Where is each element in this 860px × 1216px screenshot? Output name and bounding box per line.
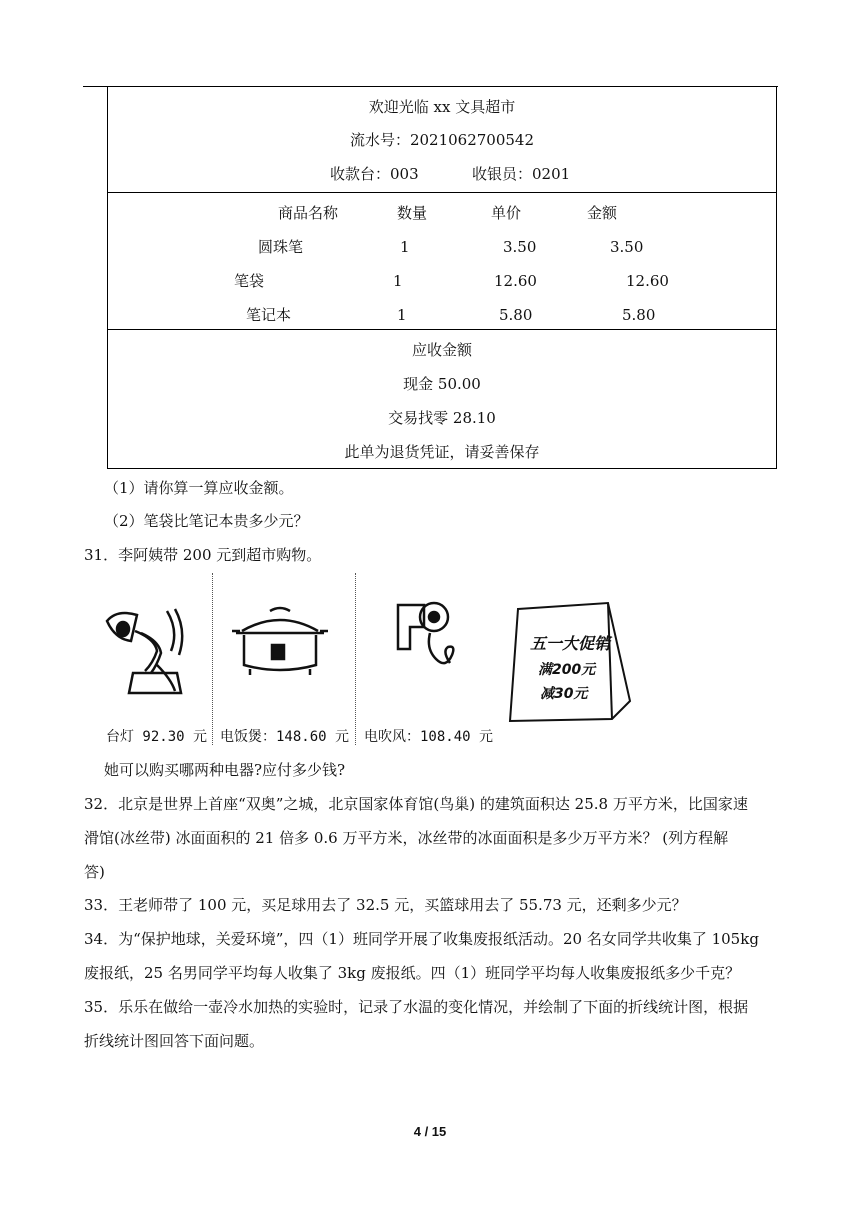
serial-number: 流水号：2021062700542 [349,131,535,149]
appliance-images [92,573,611,751]
question-35 [84,990,784,1058]
cashier-number: 收银员：0201 [472,165,571,183]
change-given: 交易找零 28.10 [388,409,496,427]
question-32-line: 32．北京是世界上首座“双奥”之城，北京国家体育馆(鸟巢) 的建筑面积达 25.8 万平方米，比国家速 [84,795,748,813]
promo-threshold: 满200元 [538,662,596,678]
return-note: 此单为退货凭证，请妥善保存 [344,443,540,461]
receipt-header [108,86,776,193]
lamp-price: 台灯 92.30 元 [106,729,208,745]
question-33: 33．王老师带了 100 元，买足球用去了 32.5 元，买篮球用去了 55.73 元，还剩多少元？ [84,896,687,914]
item-name: 笔袋 [234,272,265,290]
hair-dryer-price: 电吹风：108.40 元 [364,729,494,745]
item-name: 圆珠笔 [258,238,304,256]
page-number: 4 / 15 [413,1124,447,1139]
question-34 [84,922,784,990]
question-31-ask: 她可以购买哪两种电器?应付多少钱? [104,761,346,779]
hair-dryer-icon [390,597,470,677]
question-32-line: 滑馆(冰丝带) 冰面面积的 21 倍多 0.6 万平方米，冰丝带的冰面面积是多少万平方米？ (列方程解 [84,829,729,847]
receipt-items [108,192,776,330]
item-price: 3.50 [503,238,537,256]
item-qty: 1 [397,306,407,324]
column-header: 金额 [587,204,618,222]
rice-cooker-price: 电饭煲：148.60 元 [220,729,350,745]
item-qty: 1 [400,238,410,256]
question-30-2: （2）笔袋比笔记本贵多少元？ [104,512,309,530]
item-amount: 5.80 [622,306,656,324]
promo-discount: 减30元 [540,686,588,702]
question-34-line: 废报纸，25 名男同学平均每人收集了 3kg 废报纸。四（1）班同学平均每人收集废报纸多少千克？ [84,964,741,982]
question-32 [84,787,784,889]
amount-due-label: 应收金额 [411,341,472,359]
cash-paid: 现金 50.00 [403,375,481,393]
item-price: 12.60 [494,272,537,290]
question-32-line: 答) [84,863,105,881]
receipt-table [107,86,777,469]
question-35-line: 35．乐乐在做给一壶冷水加热的实验时，记录了水温的变化情况，并绘制了下面的折线统计图，根据 [84,998,749,1016]
question-31: 31．李阿姨带 200 元到超市购物。 [84,546,322,564]
item-price: 5.80 [499,306,533,324]
rice-cooker-icon [230,603,330,678]
receipt-summary [108,329,776,469]
desk-lamp-icon [97,601,187,701]
image-divider [212,573,213,745]
item-amount: 12.60 [626,272,669,290]
column-header: 商品名称 [278,204,339,222]
item-amount: 3.50 [610,238,644,256]
question-35-line: 折线统计图回答下面问题。 [84,1032,265,1050]
store-welcome: 欢迎光临 xx 文具超市 [368,98,516,116]
register-number: 收款台：003 [330,165,419,183]
item-name: 笔记本 [246,306,292,324]
item-qty: 1 [393,272,403,290]
question-30-1: （1）请你算一算应收金额。 [104,479,294,497]
column-header: 数量 [397,204,428,222]
image-divider [355,573,356,745]
promo-title: 五一大促销 [530,634,611,653]
question-34-line: 34．为“保护地球，关爱环境”，四（1）班同学开展了收集废报纸活动。20 名女同学共收集了 105kg [84,930,759,948]
column-header: 单价 [491,204,522,222]
